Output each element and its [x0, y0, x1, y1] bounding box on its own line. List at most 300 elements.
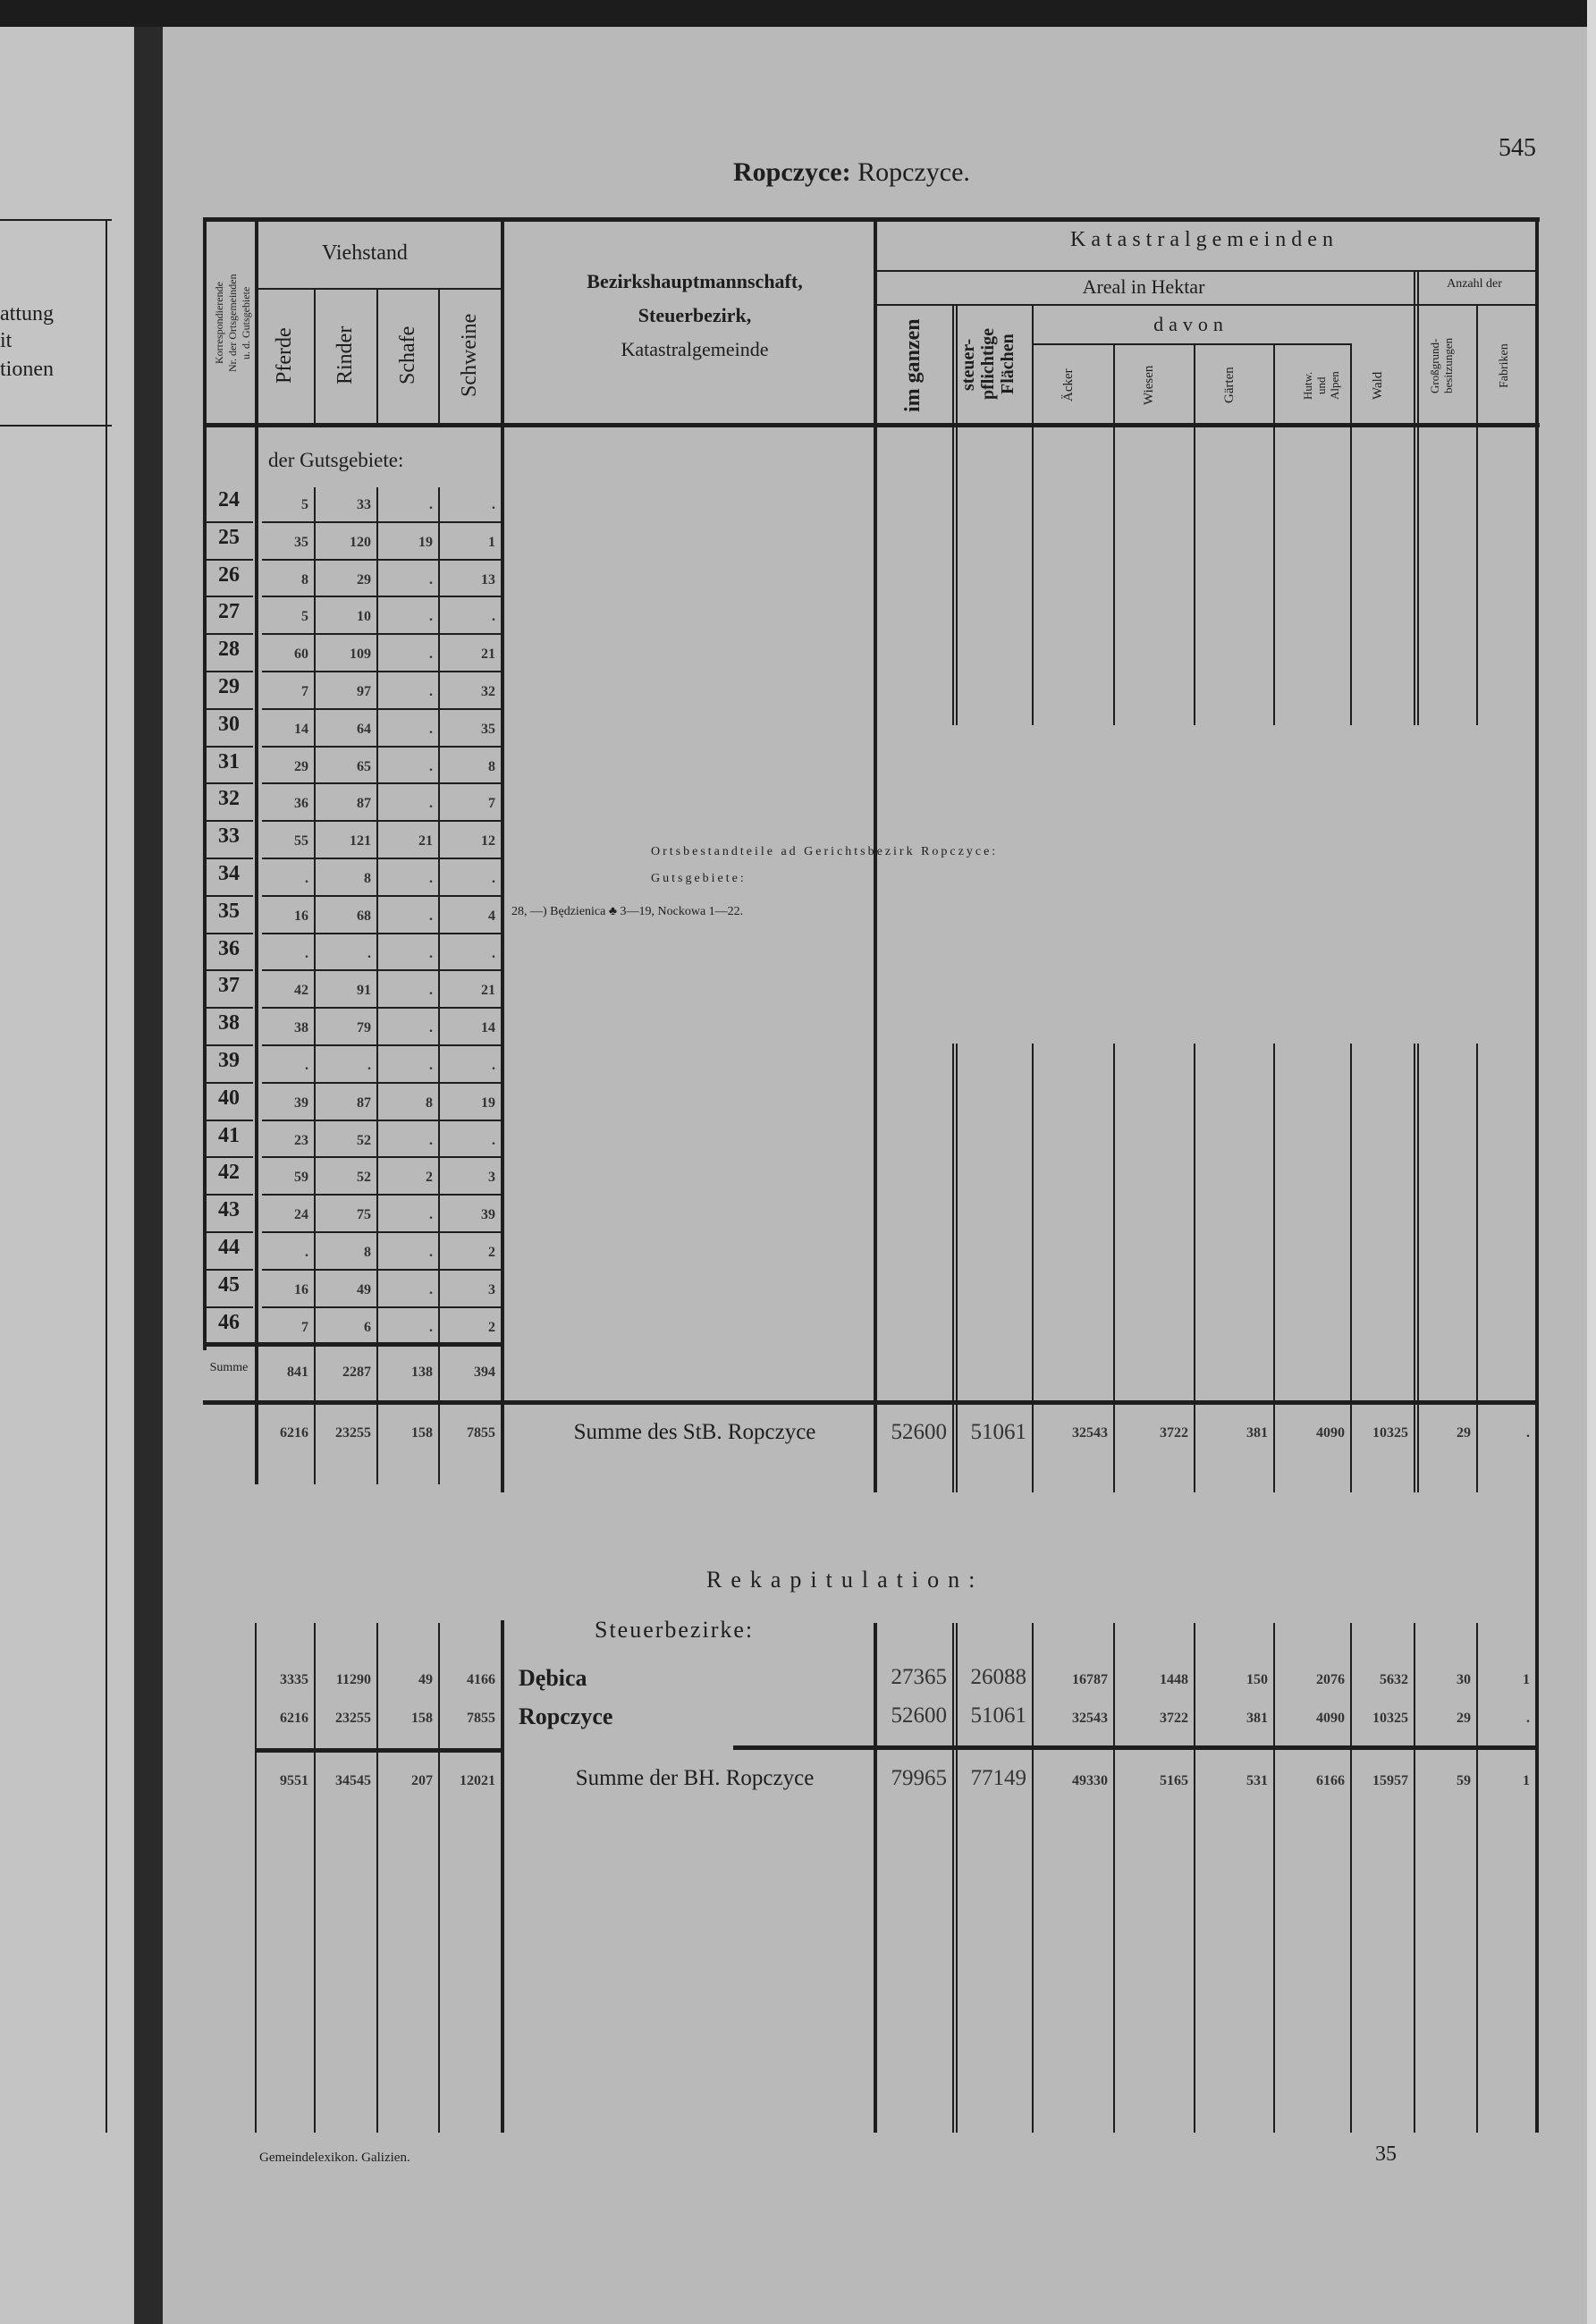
- column-rule: [1113, 1623, 1115, 2133]
- livestock-cell: 21: [418, 833, 433, 849]
- row-number: 42: [218, 1161, 240, 1185]
- column-rule: [255, 1623, 257, 2133]
- livestock-cell: 91: [357, 983, 371, 999]
- stb-summe-area: 51061: [970, 1420, 1026, 1445]
- rekap-area-cell: 4090: [1316, 1711, 1345, 1726]
- row-rule: [262, 1120, 501, 1121]
- rekap-total-area: 6166: [1316, 1773, 1345, 1788]
- column-rule: [501, 1620, 504, 2133]
- livestock-cell: .: [492, 497, 495, 512]
- column-rule: [956, 1623, 958, 2133]
- livestock-cell: 68: [357, 908, 371, 924]
- column-rule: [501, 217, 504, 1492]
- livestock-cell: .: [305, 871, 308, 886]
- livestock-cell: 7: [301, 684, 308, 699]
- livestock-cell: 2: [426, 1170, 433, 1186]
- book-spine: [134, 0, 163, 2324]
- rekap-livestock-cell: 7855: [467, 1711, 495, 1726]
- rekap-area-cell: 5632: [1380, 1672, 1408, 1687]
- row-rule: [203, 1007, 253, 1009]
- row-rule: [203, 1231, 253, 1233]
- row-rule: [262, 1231, 501, 1233]
- row-rule: [874, 270, 1535, 272]
- rekap-area-cell: 52600: [891, 1703, 947, 1728]
- fabriken-header: Fabriken: [1498, 343, 1511, 388]
- row-number: 27: [218, 600, 240, 624]
- column-rule: [1032, 425, 1034, 725]
- livestock-cell: 38: [294, 1020, 308, 1036]
- livestock-cell: 35: [294, 534, 308, 550]
- stb-summe-livestock: 158: [411, 1425, 433, 1441]
- stb-summe-livestock: 7855: [467, 1425, 495, 1441]
- rekap-total-area: 77149: [970, 1766, 1026, 1790]
- livestock-cell: 120: [350, 534, 371, 550]
- column-rule: [1194, 425, 1195, 725]
- row-rule: [262, 746, 501, 748]
- row-rule: [203, 423, 1540, 427]
- column-rule: [1194, 1623, 1195, 2133]
- livestock-cell: 3: [488, 1170, 495, 1186]
- livestock-cell: 7: [301, 1319, 308, 1335]
- livestock-cell: 64: [357, 721, 371, 737]
- column-rule: [956, 304, 958, 423]
- stb-summe-area: 381: [1246, 1425, 1268, 1441]
- column-rule: [314, 1623, 316, 2133]
- rekap-livestock-cell: 23255: [335, 1711, 371, 1726]
- stb-summe-area: 4090: [1316, 1425, 1345, 1441]
- rekap-livestock-cell: 6216: [280, 1711, 308, 1726]
- rekap-subtitle: Steuerbezirke:: [595, 1617, 755, 1643]
- rekap-total-livestock: 9551: [280, 1773, 308, 1788]
- stb-summe-area: 3722: [1160, 1425, 1188, 1441]
- livestock-cell: .: [305, 945, 308, 961]
- row-rule: [203, 1306, 253, 1308]
- livestock-cell: 14: [294, 721, 308, 737]
- livestock-cell: .: [429, 908, 433, 924]
- rekap-area-cell: 3722: [1160, 1711, 1188, 1726]
- livestock-cell: 23: [294, 1132, 308, 1148]
- livestock-cell: 7: [488, 796, 495, 812]
- row-rule: [262, 1306, 501, 1308]
- rekap-area-cell: 27365: [891, 1665, 947, 1689]
- livestock-cell: 87: [357, 796, 371, 812]
- column-rule: [438, 288, 440, 423]
- livestock-cell: .: [429, 684, 433, 699]
- livestock-cell: .: [492, 609, 495, 625]
- areal-header: Areal in Hektar: [1082, 275, 1205, 298]
- livestock-cell: .: [429, 609, 433, 625]
- row-number: 45: [218, 1272, 240, 1297]
- rekap-livestock-cell: 49: [418, 1672, 433, 1687]
- row-rule: [203, 633, 253, 635]
- row-rule: [203, 895, 253, 897]
- livestock-cell: 42: [294, 983, 308, 999]
- livestock-cell: 29: [357, 571, 371, 587]
- column-rule: [376, 288, 378, 423]
- stb-summe-livestock: 6216: [280, 1425, 308, 1441]
- rekap-total-livestock: 207: [411, 1773, 433, 1788]
- column-rule: [952, 1623, 954, 2133]
- row-rule: [203, 820, 253, 822]
- column-rule: [952, 304, 954, 423]
- stb-summe-area: 29: [1457, 1425, 1471, 1441]
- row-rule: [203, 1269, 253, 1271]
- livestock-cell: .: [429, 1207, 433, 1223]
- rekap-total-area: 79965: [891, 1766, 947, 1790]
- row-rule: [203, 521, 253, 523]
- row-rule: [262, 1044, 501, 1046]
- column-rule: [1535, 217, 1539, 2133]
- livestock-cell: 21: [481, 646, 495, 663]
- livestock-cell: 2: [488, 1245, 495, 1260]
- column-rule: [1417, 270, 1419, 423]
- summe-cell: 841: [287, 1365, 308, 1381]
- row-rule: [1414, 304, 1535, 306]
- row-rule: [203, 1342, 501, 1347]
- livestock-cell: 16: [294, 908, 308, 924]
- livestock-cell: 24: [294, 1207, 308, 1223]
- column-rule: [1350, 1623, 1352, 2133]
- row-rule: [262, 820, 501, 822]
- livestock-cell: .: [429, 983, 433, 999]
- rekap-row-name: Ropczyce: [519, 1703, 613, 1729]
- row-number: 38: [218, 1011, 240, 1035]
- row-number: 34: [218, 862, 240, 885]
- row-number: 35: [218, 899, 240, 923]
- livestock-cell: .: [429, 497, 433, 512]
- rekap-area-cell: 29: [1457, 1711, 1471, 1726]
- column-rule: [438, 1623, 440, 2133]
- prev-page-fragment: attung: [0, 302, 54, 325]
- livestock-cell: 75: [357, 1207, 371, 1223]
- rekap-total-area: 531: [1246, 1773, 1268, 1788]
- rekap-total-area: 5165: [1160, 1773, 1188, 1788]
- livestock-cell: 5: [301, 497, 308, 512]
- row-rule: [203, 1044, 253, 1046]
- row-rule: [874, 304, 1414, 306]
- row-number: 39: [218, 1049, 240, 1072]
- livestock-cell: 60: [294, 646, 308, 663]
- column-rule: [1417, 425, 1419, 725]
- footer-source: Gemeindelexikon. Galizien.: [259, 2151, 410, 2165]
- livestock-cell: 19: [418, 534, 433, 550]
- vieh-col-header: Rinder: [334, 325, 357, 385]
- row-rule: [262, 1007, 501, 1009]
- livestock-cell: .: [492, 871, 495, 886]
- rekap-area-cell: 51061: [970, 1703, 1026, 1728]
- livestock-cell: .: [429, 721, 433, 737]
- livestock-cell: .: [429, 871, 433, 886]
- column-rule: [1414, 425, 1415, 725]
- livestock-cell: 8: [364, 871, 371, 886]
- column-rule: [1350, 343, 1352, 423]
- row-rule: [262, 1269, 501, 1271]
- katastral-header: Katastralgemeinden: [1070, 228, 1338, 251]
- row-number: 46: [218, 1310, 240, 1334]
- ortsbestandteile-entry: 28, —) Będzienica ♣ 3—19, Nockowa 1—22.: [511, 905, 744, 918]
- stb-summe-area: .: [1526, 1425, 1530, 1441]
- davon-header: davon: [1153, 313, 1229, 335]
- livestock-cell: 79: [357, 1020, 371, 1036]
- rekap-livestock-cell: 3335: [280, 1672, 308, 1687]
- row-rule: [1032, 343, 1350, 345]
- stb-summe-area: 52600: [891, 1420, 947, 1445]
- row-rule: [262, 969, 501, 971]
- livestock-cell: .: [492, 1132, 495, 1148]
- previous-page-edge: [0, 0, 134, 2324]
- summe-cell: 2287: [342, 1365, 371, 1381]
- row-number: 44: [218, 1236, 240, 1259]
- livestock-cell: 36: [294, 796, 308, 812]
- livestock-cell: 2: [488, 1319, 495, 1335]
- column-rule: [1273, 425, 1275, 725]
- livestock-cell: 8: [364, 1245, 371, 1260]
- row-rule: [203, 933, 253, 934]
- livestock-cell: 55: [294, 833, 308, 849]
- summe-cell: 138: [411, 1365, 433, 1381]
- row-rule: [203, 969, 253, 971]
- stb-summe-area: 10325: [1372, 1425, 1408, 1441]
- livestock-cell: .: [305, 1058, 308, 1073]
- livestock-cell: 21: [481, 983, 495, 999]
- rekap-area-cell: 10325: [1372, 1711, 1408, 1726]
- scan-right-edge: [1587, 0, 1596, 2324]
- rekap-total-livestock: 34545: [335, 1773, 371, 1788]
- livestock-cell: 16: [294, 1281, 308, 1297]
- row-rule: [733, 1745, 1535, 1750]
- livestock-cell: 1: [488, 534, 495, 550]
- davon-col-header: Gärten: [1221, 367, 1237, 404]
- livestock-cell: 13: [481, 571, 495, 587]
- livestock-cell: 59: [294, 1170, 308, 1186]
- livestock-cell: .: [429, 758, 433, 774]
- livestock-cell: 10: [357, 609, 371, 625]
- row-number: 31: [218, 749, 240, 773]
- livestock-cell: 39: [294, 1094, 308, 1111]
- livestock-cell: .: [429, 1132, 433, 1148]
- livestock-cell: 8: [426, 1094, 433, 1111]
- livestock-cell: 12: [481, 833, 495, 849]
- prev-rule: [0, 219, 112, 221]
- row-rule: [262, 559, 501, 561]
- rekap-area-cell: 150: [1246, 1672, 1268, 1687]
- livestock-cell: 5: [301, 609, 308, 625]
- summe-label: Summe: [209, 1361, 249, 1375]
- column-rule: [1113, 343, 1115, 423]
- row-number: 43: [218, 1198, 240, 1222]
- column-rule: [1273, 1623, 1275, 2133]
- livestock-cell: 87: [357, 1094, 371, 1111]
- livestock-cell: 8: [301, 571, 308, 587]
- row-rule: [262, 671, 501, 672]
- row-rule: [203, 1120, 253, 1121]
- livestock-cell: 3: [488, 1281, 495, 1297]
- row-rule: [203, 1194, 253, 1196]
- livestock-cell: 109: [350, 646, 371, 663]
- rekap-total-area: 15957: [1372, 1773, 1408, 1788]
- page-number: 545: [1499, 134, 1536, 162]
- page-title: Ropczyce: Ropczyce.: [733, 157, 970, 187]
- rekap-livestock-cell: 158: [411, 1711, 433, 1726]
- ortsbestandteile-heading: Ortsbestandteile ad Gerichtsbezirk Ropczyce:: [651, 845, 999, 858]
- stb-summe-label: Summe des StB. Ropczyce: [573, 1420, 816, 1445]
- rekap-livestock-cell: 4166: [467, 1672, 495, 1687]
- livestock-cell: .: [429, 571, 433, 587]
- row-rule: [262, 895, 501, 897]
- row-rule: [203, 596, 253, 597]
- row-rule: [262, 1082, 501, 1084]
- row-rule: [262, 596, 501, 597]
- row-rule: [203, 559, 253, 561]
- row-number: 24: [218, 488, 240, 511]
- signature-number: 35: [1375, 2142, 1397, 2166]
- row-rule: [262, 633, 501, 635]
- livestock-cell: .: [492, 1058, 495, 1073]
- row-rule: [203, 1156, 253, 1158]
- livestock-cell: 39: [481, 1207, 495, 1223]
- davon-col-header: Äcker: [1060, 368, 1076, 402]
- row-number: 30: [218, 712, 240, 736]
- livestock-cell: 52: [357, 1170, 371, 1186]
- livestock-cell: 49: [357, 1281, 371, 1297]
- row-rule: [203, 217, 1540, 222]
- rekap-total-livestock: 12021: [460, 1773, 495, 1788]
- nr-column-header: Korrespondierende Nr. der Ortsgemeinden u. d. Gutsgebiete: [213, 274, 252, 372]
- row-rule: [262, 782, 501, 784]
- row-number: 26: [218, 562, 240, 587]
- livestock-cell: .: [429, 796, 433, 812]
- im-ganzen-header: im ganzen: [901, 318, 925, 413]
- row-number: 32: [218, 787, 240, 811]
- rekap-area-cell: .: [1526, 1711, 1530, 1726]
- rekap-area-cell: 30: [1457, 1672, 1471, 1687]
- davon-col-header: Wiesen: [1142, 365, 1156, 406]
- rekap-title: Rekapitulation:: [706, 1567, 984, 1593]
- name-header-line3: Katastralgemeinde: [621, 338, 769, 360]
- rekap-area-cell: 1: [1523, 1672, 1530, 1687]
- name-header-line1: Bezirkshauptmannschaft,: [587, 270, 803, 292]
- rekap-total-label: Summe der BH. Ropczyce: [575, 1766, 815, 1790]
- vieh-col-header: Schweine: [458, 313, 481, 398]
- prev-rule: [0, 425, 112, 427]
- steuer-header: steuer- pflichtige Flächen: [958, 328, 1018, 401]
- vieh-col-header: Pferde: [273, 327, 296, 384]
- column-rule: [1414, 1623, 1415, 2133]
- column-rule: [1476, 425, 1478, 725]
- row-number: 37: [218, 974, 240, 998]
- livestock-cell: .: [429, 945, 433, 961]
- livestock-cell: .: [429, 1245, 433, 1260]
- summe-cell: 394: [474, 1365, 495, 1381]
- column-rule: [1032, 1623, 1034, 2133]
- row-number: 36: [218, 936, 240, 960]
- vieh-col-header: Schafe: [395, 325, 419, 385]
- livestock-cell: 29: [294, 758, 308, 774]
- row-number: 28: [218, 638, 240, 662]
- row-rule: [262, 858, 501, 859]
- row-rule: [203, 858, 253, 859]
- livestock-cell: 52: [357, 1132, 371, 1148]
- viehstand-header: Viehstand: [322, 241, 408, 265]
- livestock-cell: 8: [488, 758, 495, 774]
- column-rule: [952, 425, 954, 725]
- anzahl-header: Anzahl der: [1447, 277, 1502, 291]
- livestock-cell: .: [429, 1281, 433, 1297]
- livestock-cell: .: [367, 945, 371, 961]
- stb-summe-livestock: 23255: [335, 1425, 371, 1441]
- row-rule: [203, 1082, 253, 1084]
- column-rule: [376, 1623, 378, 2133]
- livestock-cell: .: [429, 1058, 433, 1073]
- row-number: 29: [218, 675, 240, 698]
- row-rule: [203, 1400, 1538, 1405]
- row-rule: [203, 782, 253, 784]
- column-rule: [314, 288, 316, 423]
- row-rule: [257, 1748, 501, 1753]
- row-rule: [203, 746, 253, 748]
- livestock-cell: .: [305, 1245, 308, 1260]
- livestock-cell: .: [429, 646, 433, 663]
- row-rule: [262, 521, 501, 523]
- name-header-line2: Steuerbezirk,: [638, 304, 752, 326]
- rekap-area-cell: 381: [1246, 1711, 1268, 1726]
- prev-rule: [106, 219, 107, 2133]
- prev-page-fragment: it: [0, 329, 13, 352]
- livestock-cell: .: [367, 1058, 371, 1073]
- gutsgebiete-heading: Gutsgebiete:: [651, 872, 747, 885]
- rekap-area-cell: 32543: [1072, 1711, 1108, 1726]
- row-number: 41: [218, 1123, 240, 1147]
- row-rule: [262, 1194, 501, 1196]
- row-rule: [262, 708, 501, 710]
- stb-summe-area: 32543: [1072, 1425, 1108, 1441]
- livestock-cell: 35: [481, 721, 495, 737]
- davon-col-header: Hutw. und Alpen: [1301, 371, 1341, 400]
- rekap-livestock-cell: 11290: [335, 1672, 371, 1687]
- livestock-cell: 14: [481, 1020, 495, 1036]
- livestock-cell: 97: [357, 684, 371, 699]
- livestock-cell: 19: [481, 1094, 495, 1111]
- row-rule: [262, 933, 501, 934]
- column-rule: [1476, 1623, 1478, 2133]
- column-rule: [1476, 304, 1478, 423]
- row-number: 33: [218, 824, 240, 849]
- column-rule: [1350, 425, 1352, 725]
- scan-top-edge: [0, 0, 1596, 27]
- section-label: der Gutsgebiete:: [268, 449, 404, 471]
- rekap-area-cell: 16787: [1072, 1672, 1108, 1687]
- rekap-total-area: 1: [1523, 1773, 1530, 1788]
- rekap-row-name: Dębica: [519, 1665, 587, 1691]
- grossgrund-header: Großgrund- besitzungen: [1428, 337, 1455, 394]
- livestock-cell: 33: [357, 497, 371, 512]
- column-rule: [1113, 425, 1115, 725]
- livestock-cell: 6: [364, 1319, 371, 1335]
- livestock-cell: 32: [481, 684, 495, 699]
- rekap-total-area: 49330: [1072, 1773, 1108, 1788]
- row-rule: [203, 708, 253, 710]
- column-rule: [1194, 343, 1195, 423]
- livestock-cell: 4: [488, 908, 495, 924]
- livestock-cell: .: [492, 945, 495, 961]
- davon-col-header: Wald: [1370, 371, 1385, 400]
- prev-page-fragment: tionen: [0, 358, 54, 381]
- row-number: 40: [218, 1086, 240, 1110]
- row-rule: [262, 1156, 501, 1158]
- rekap-area-cell: 1448: [1160, 1672, 1188, 1687]
- livestock-cell: .: [429, 1020, 433, 1036]
- column-rule: [1273, 343, 1275, 423]
